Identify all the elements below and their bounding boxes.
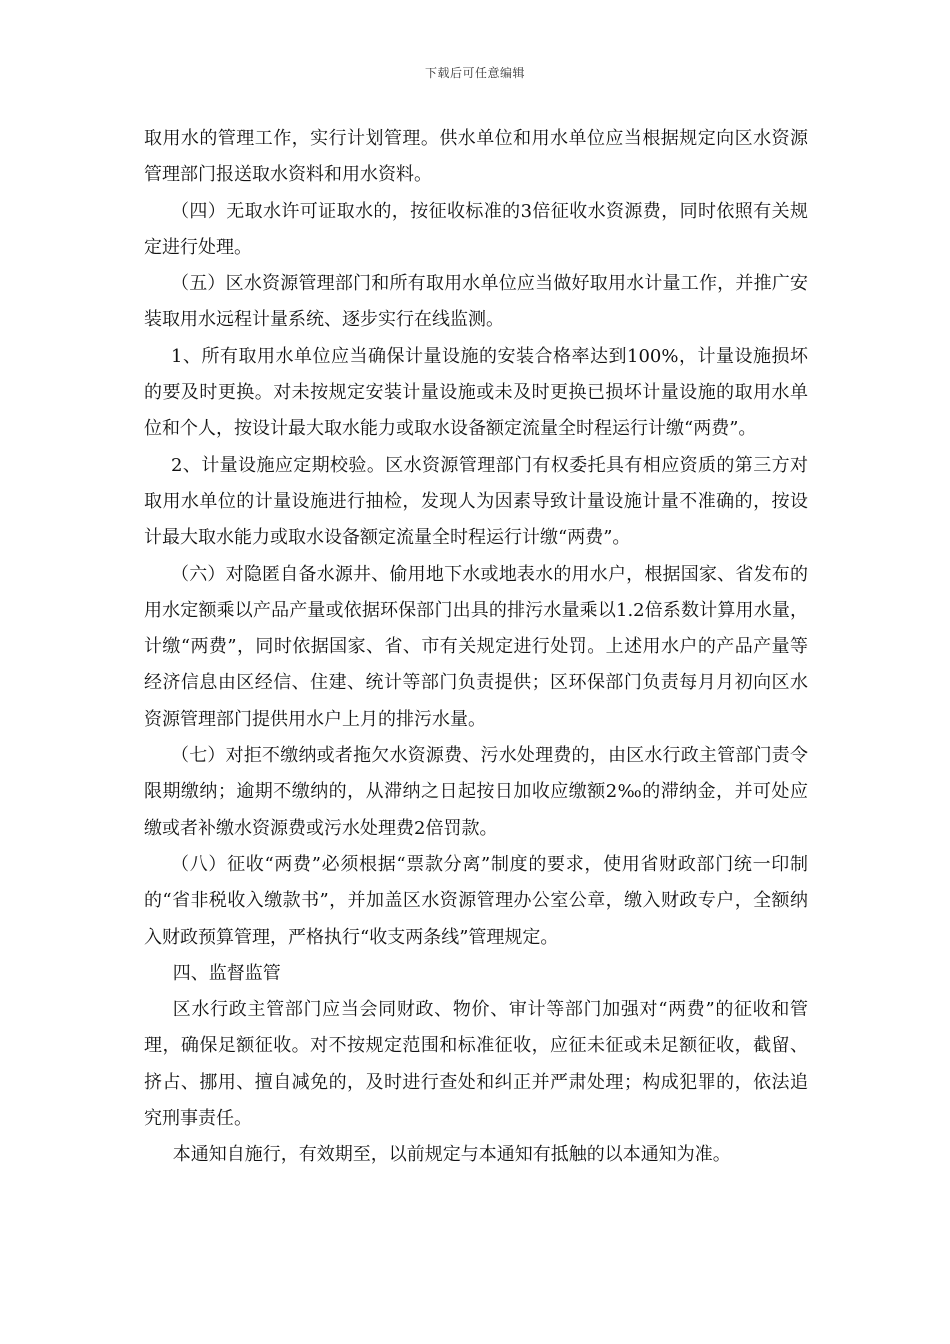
page-header-note: 下载后可任意编辑 <box>424 66 525 80</box>
paragraph-subitem-1: 1、所有取用水单位应当确保计量设施的安装合格率达到100%，计量设施损坏的要及时更换。对未按规定安装计量设施或未及时更换已损坏计量设施的取用水单位和个人，按设计最大取水能力或取水设备额定流量全时程运行计缴“两费”。 <box>144 345 808 440</box>
paragraph-continuation: 取用水的管理工作，实行计划管理。供水单位和用水单位应当根据规定向区水资源管理部门报送取水资料和用水资料。 <box>144 128 808 186</box>
paragraph-supervision: 区水行政主管部门应当会同财政、物价、审计等部门加强对“两费”的征收和管理，确保足额征收。对不按规定范围和标准征收，应征未征或未足额征收，截留、挤占、挪用、擅自减免的，及时进行查处和纠正并严肃处理；构成犯罪的，依法追究刑事责任。 <box>144 999 808 1130</box>
paragraph-item-8: （八）征收“两费”必须根据“票款分离”制度的要求，使用省财政部门统一印制的“省非税收入缴款书”，并加盖区水资源管理办公室公章，缴入财政专户，全额纳入财政预算管理，严格执行“收支两条线”管理规定。 <box>144 853 808 948</box>
paragraph-subitem-2: 2、计量设施应定期校验。区水资源管理部门有权委托具有相应资质的第三方对取用水单位的计量设施进行抽检，发现人为因素导致计量设施计量不准确的，按设计最大取水能力或取水设备额定流量全时程运行计缴“两费”。 <box>144 454 808 549</box>
paragraph-item-6: （六）对隐匿自备水源井、偷用地下水或地表水的用水户，根据国家、省发布的用水定额乘以产品产量或依据环保部门出具的排污水量乘以1.2倍系数计算用水量，计缴“两费”，同时依据国家、省、市有关规定进行处罚。上述用水户的产品产量等经济信息由区经信、住建、统计等部门负责提供；区环保部门负责每月月初向区水资源管理部门提供用水户上月的排污水量。 <box>144 563 808 730</box>
section-heading-supervision: 四、监督监管 <box>172 962 281 984</box>
paragraph-effective-date: 本通知自施行，有效期至，以前规定与本通知有抵触的以本通知为准。 <box>172 1144 731 1166</box>
paragraph-item-4: （四）无取水许可证取水的，按征收标准的3倍征收水资源费，同时依照有关规定进行处理。 <box>144 200 808 258</box>
document-body <box>144 121 808 1174</box>
paragraph-item-5: （五）区水资源管理部门和所有取用水单位应当做好取用水计量工作，并推广安装取用水远程计量系统、逐步实行在线监测。 <box>144 273 808 331</box>
paragraph-item-7: （七）对拒不缴纳或者拖欠水资源费、污水处理费的，由区水行政主管部门责令限期缴纳；逾期不缴纳的，从滞纳之日起按日加收应缴额2‰的滞纳金，并可处应缴或者补缴水资源费或污水处理费2倍罚款。 <box>144 745 808 839</box>
